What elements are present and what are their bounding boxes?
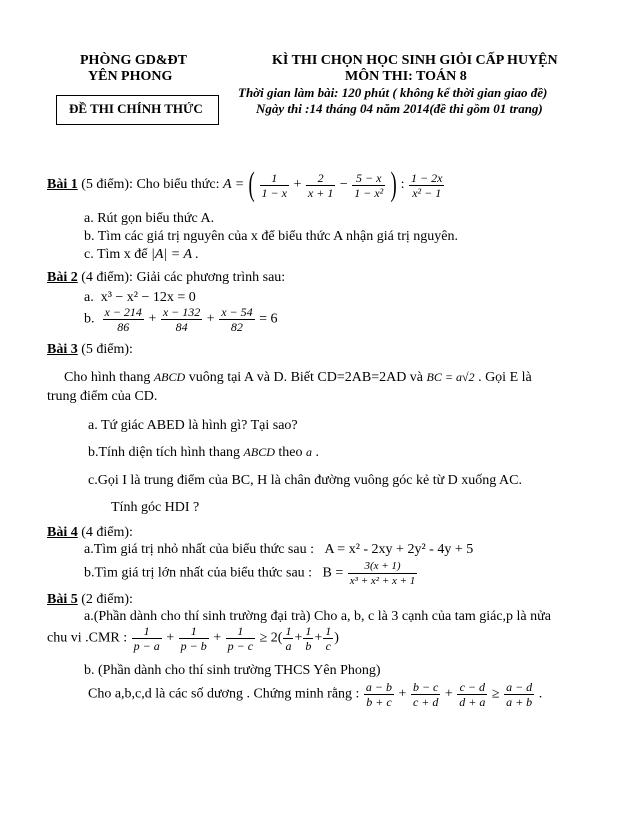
fraction: $\frac{1}{b}$ [305,624,312,653]
problem-1c: c. Tìm x để |A| = A . [84,247,199,262]
problem-2b: b. $\frac{x - 214}{86}$ + $\frac{x - 132}{84}$ + $\frac{x - 54}{82}$ = 6 [84,305,278,334]
problem-3c: c.Gọi I là trung điểm của BC, H là chân đường vuông góc kẻ từ D xuống AC. [88,473,522,488]
official-exam-label: ĐỀ THI CHÍNH THỨC [69,101,203,116]
problem-5-heading: Bài 5 [47,592,78,607]
fraction: $\frac{1}{1 - x}$ [261,170,287,200]
exam-duration: Thời gian làm bài: 120 phút ( không kể thời gian giao đề) [238,85,548,100]
fraction: $\frac{x - 214}{86}$ [104,305,142,334]
fraction: $\frac{5 - x}{\text{1 − x²}}$ [354,170,384,200]
expr-a-lhs: A = [222,177,245,193]
problem-1-points: (5 điểm): Cho biểu thức: [77,177,223,193]
fraction: $\frac{3(x + 1)}{\text{x³ + x² + x + 1}}$ [349,560,416,587]
problem-2-heading: Bài 2 [47,270,78,285]
problem-1a: a. Rút gọn biểu thức A. [84,211,215,226]
problem-4b: b.Tìm giá trị lớn nhất của biểu thức sau : B = $\frac{3(x + 1)}{\text{x³ + x² + x + 1}}$ [84,560,416,587]
problem-3-text-line1: Cho hình thang ABCD vuông tại A và D. Biết CD=2AB=2AD và BC = a√2 . Gọi E là [64,370,532,385]
fraction: $\frac{1}{a}$ [285,624,292,653]
problem-1-statement: Bài 1 (5 điểm): Cho biểu thức: A = ( $\frac{1}{1 - x}$ + $\frac{2}{x + 1}$ − $\frac{5 - x}{\text{1 − x²}}$ ) : $\frac{1 - 2x}{\text{x² − 1}}$ [47,166,443,203]
problem-5-statement: Bài 5 (2 điểm): [47,592,133,607]
fraction: $\frac{1 - 2x}{\text{x² − 1}}$ [410,170,443,200]
exam-subject: MÔN THI: TOÁN 8 [345,69,467,84]
problem-2a: a. x³ − x² − 12x = 0 [84,290,196,305]
problem-1b: b. Tìm các giá trị nguyên của x để biểu thức A nhận giá trị nguyên. [84,229,458,244]
problem-4-heading: Bài 4 [47,525,78,540]
fraction: $\frac{1}{p - b}$ [180,624,207,653]
fraction: $\frac{a - b}{b + c}$ [365,680,393,709]
left-paren: ( [248,166,255,203]
problem-4a: a.Tìm giá trị nhỏ nhất của biểu thức sau : A = x² - 2xy + 2y² - 4y + 5 [84,542,474,557]
department-line-1: PHÒNG GD&ĐT [80,53,187,68]
fraction: $\frac{1}{p - a}$ [133,624,160,653]
problem-5b-line1: b. (Phần dành cho thí sinh trường THCS Yên Phong) [84,663,381,678]
problem-3-heading: Bài 3 [47,342,78,357]
fraction: $\frac{1}{p - c}$ [227,624,254,653]
fraction: $\frac{2}{x + 1}$ [307,170,334,200]
department-line-2: YÊN PHONG [88,69,173,84]
problem-5a-line2: chu vi .CMR : $\frac{1}{p - a}$ + $\frac{1}{p - b}$ + $\frac{1}{p - c}$ ≥ 2( $\frac{1}{a}$ + $\frac{1}{b}$ + $\frac{1}{c}$ ) [47,624,339,653]
fraction: $\frac{c - d}{d + a}$ [459,680,486,709]
problem-5a-line1: a.(Phần dành cho thí sinh trường đại trà) Cho a, b, c là 3 cạnh của tam giác,p là nửa [84,609,551,624]
fraction: $\frac{b - c}{c + d}$ [412,680,439,709]
exam-date: Ngày thi :14 tháng 04 năm 2014(đề thi gồm 01 trang) [256,101,543,116]
exam-title: KÌ THI CHỌN HỌC SINH GIỎI CẤP HUYỆN [272,53,558,68]
problem-3-statement: Bài 3 (5 điểm): [47,342,133,357]
problem-3-text-line2: trung điểm của CD. [47,389,158,404]
fraction: $\frac{x - 54}{82}$ [221,305,253,334]
problem-3b: b.Tính diện tích hình thang ABCD theo a . [88,445,319,460]
fraction: $\frac{x - 132}{84}$ [162,305,201,334]
problem-5b-line2: Cho a,b,c,d là các số dương . Chứng minh rằng : $\frac{a - b}{b + c}$ + $\frac{b - c}{c + d}$ + $\frac{c - d}{d + a}$ ≥ $\frac{a - d}{a + b}$ . [88,680,543,709]
problem-3c-question: Tính góc HDI ? [111,500,200,515]
problem-4-statement: Bài 4 (4 điểm): [47,525,133,540]
fraction: $\frac{1}{c}$ [325,624,332,653]
right-paren: ) [390,166,397,203]
fraction: $\frac{a - d}{a + b}$ [506,680,533,709]
problem-1-heading: Bài 1 [47,177,78,193]
problem-2-statement: Bài 2 (4 điểm): Giải các phương trình sau: [47,270,286,285]
problem-3a: a. Tứ giác ABED là hình gì? Tại sao? [88,418,298,433]
